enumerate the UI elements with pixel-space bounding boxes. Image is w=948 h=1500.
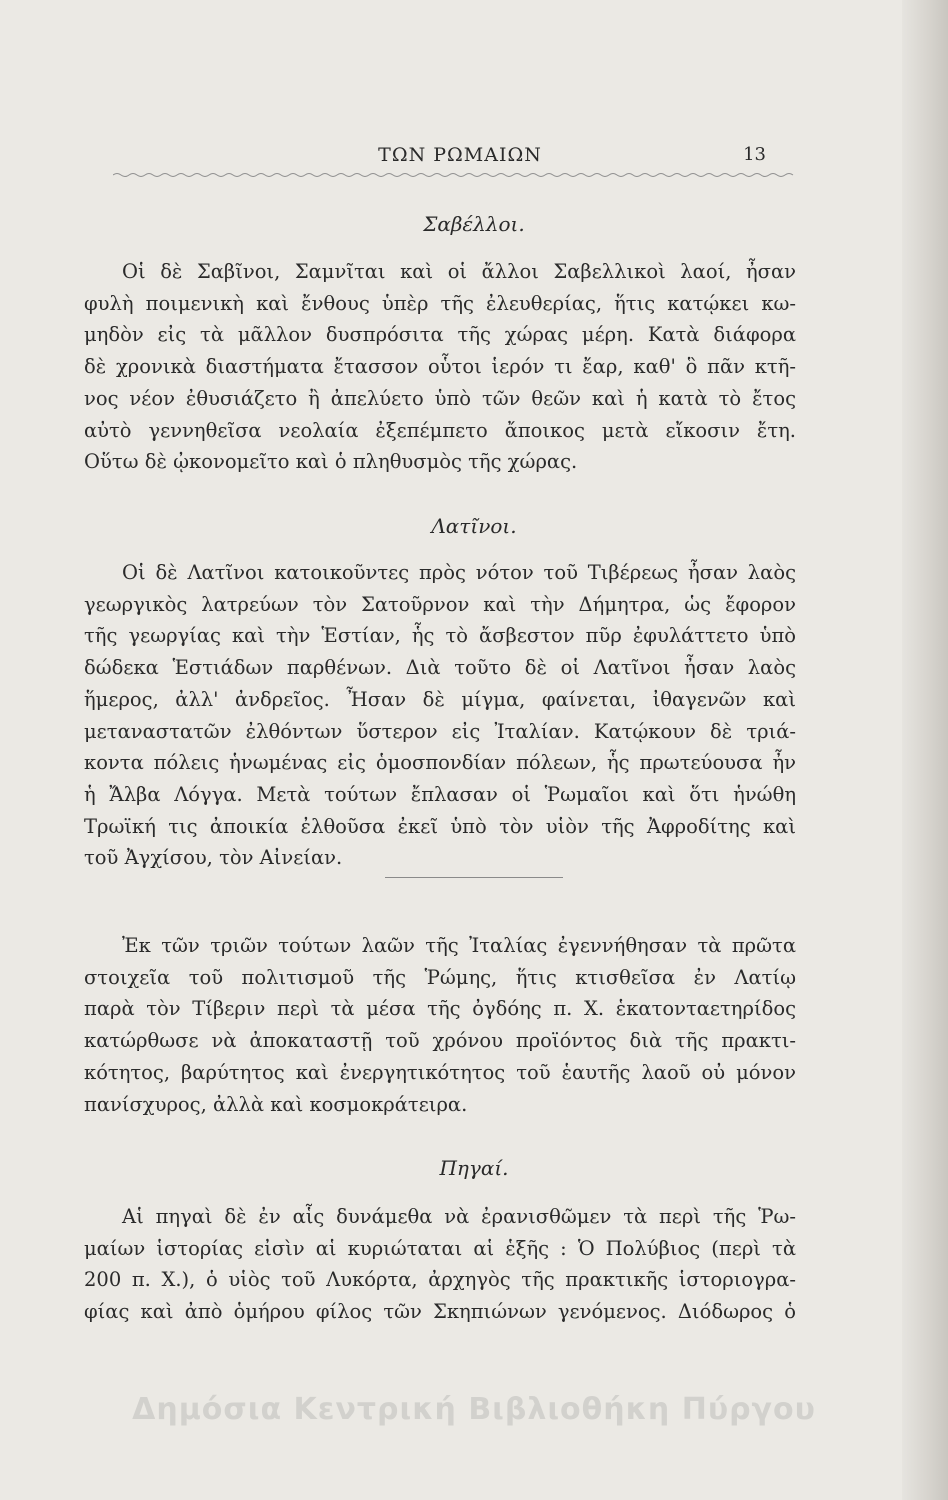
text-line: Αἱ πηγαὶ δὲ ἐν αἷς δυνάμεθα νὰ ἐρανισθῶμεν τὰ περὶ τῆς Ῥω- <box>122 1205 796 1228</box>
text-line: ἥμερος, ἀλλ' ἀνδρεῖος. Ἦσαν δὲ μίγμα, φαίνεται, ἰθαγενῶν καὶ <box>84 687 796 711</box>
text-line: 200 π. Χ.), ὁ υἱὸς τοῦ Λυκόρτα, ἀρχηγὸς τῆς πρακτικῆς ἱστοριογρα- <box>84 1268 796 1292</box>
text-line: Οὕτω δὲ ᾠκονομεῖτο καὶ ὁ πληθυσμὸς τῆς χώρας. <box>84 450 578 474</box>
page-number: 13 <box>743 144 766 165</box>
section-heading-sabelloi: Σαβέλλοι. <box>423 212 525 236</box>
text-line: Οἱ δὲ Λατῖνοι κατοικοῦντες πρὸς νότον τοῦ Τιβέρεως ἦσαν λαὸς <box>122 561 796 584</box>
text-line: φίας καὶ ἀπὸ ὁμήρου φίλος τῶν Σκηπιώνων γενόμενος. Διόδωρος ὁ <box>84 1300 796 1324</box>
wavy-head-rule <box>113 172 798 178</box>
text-line: παρὰ τὸν Τίβεριν περὶ τὰ μέσα τῆς ὀγδόης π. Χ. ἑκατονταετηρίδος <box>84 997 796 1021</box>
text-line: κότητος, βαρύτητος καὶ ἐνεργητικότητος τοῦ ἑαυτῆς λαοῦ οὐ μόνον <box>84 1060 796 1084</box>
text-line: στοιχεῖα τοῦ πολιτισμοῦ τῆς Ῥώμης, ἥτις κτισθεῖσα ἐν Λατίῳ <box>84 965 796 989</box>
paragraph-pigai <box>84 1201 796 1328</box>
section-separator <box>385 877 563 878</box>
running-head <box>110 144 810 168</box>
text-line: πανίσχυρος, ἀλλὰ καὶ κοσμοκράτειρα. <box>84 1092 468 1116</box>
text-line: Τρωϊκή τις ἀποικία ἐλθοῦσα ἐκεῖ ὑπὸ τὸν υἱὸν τῆς Ἀφροδίτης καὶ <box>84 814 796 838</box>
text-line: δώδεκα Ἑστιάδων παρθένων. Διὰ τοῦτο δὲ οἱ Λατῖνοι ἦσαν λαὸς <box>84 656 796 680</box>
paragraph-sabelloi <box>84 256 796 478</box>
text-line: αὐτὸ γεννηθεῖσα νεολαία ἐξεπέμπετο ἄποικος μετὰ εἴκοσιν ἔτη. <box>84 418 796 442</box>
library-watermark: Δημόσια Κεντρική Βιβλιοθήκη Πύργου <box>132 1392 816 1427</box>
text-line: τοῦ Ἀγχίσου, τὸν Αἰνείαν. <box>84 846 343 870</box>
section-heading-pigai: Πηγαί. <box>439 1156 509 1180</box>
text-line: μηδὸν εἰς τὰ μᾶλλον δυσπρόσιτα τῆς χώρας μέρη. Κατὰ διάφορα <box>84 323 796 347</box>
paragraph-latinoi <box>84 557 796 874</box>
text-line: φυλὴ ποιμενικὴ καὶ ἔνθους ὑπὲρ τῆς ἐλευθερίας, ἥτις κατῴκει κω- <box>84 291 796 315</box>
text-line: Ἐκ τῶν τριῶν τούτων λαῶν τῆς Ἰταλίας ἐγεννήθησαν τὰ πρῶτα <box>122 934 796 957</box>
running-head-title: ΤΩΝ ΡΩΜΑΙΩΝ <box>378 144 542 166</box>
text-line: ἡ Ἄλβα Λόγγα. Μετὰ τούτων ἔπλασαν οἱ Ῥωμαῖοι καὶ ὅτι ἡνώθη <box>84 782 796 806</box>
text-line: Οἱ δὲ Σαβῖνοι, Σαμνῖται καὶ οἱ ἄλλοι Σαβελλικοὶ λαοί, ἦσαν <box>122 260 796 283</box>
text-line: μεταναστατῶν ἐλθόντων ὕστερον εἰς Ἰταλίαν. Κατῴκουν δὲ τριά- <box>84 719 796 743</box>
text-line: δὲ χρονικὰ διαστήματα ἔτασσον οὗτοι ἱερόν τι ἔαρ, καθ' ὃ πᾶν κτῆ- <box>84 355 796 379</box>
section-heading-latinoi: Λατῖνοι. <box>431 514 517 538</box>
text-line: κοντα πόλεις ἡνωμένας εἰς ὁμοσπονδίαν πόλεων, ἧς πρωτεύουσα ἦν <box>84 751 796 775</box>
text-line: τῆς γεωργίας καὶ τὴν Ἑστίαν, ἧς τὸ ἄσβεστον πῦρ ἐφυλάττετο ὑπὸ <box>84 624 796 648</box>
text-line: νος νέον ἐθυσιάζετο ἢ ἀπελύετο ὑπὸ τῶν θεῶν καὶ ἡ κατὰ τὸ ἔτος <box>84 386 796 410</box>
text-line: κατώρθωσε νὰ ἀποκαταστῇ τοῦ χρόνου προϊόντος διὰ τῆς πρακτι- <box>84 1029 796 1053</box>
text-line: γεωργικὸς λατρεύων τὸν Σατοῦρνον καὶ τὴν Δήμητρα, ὡς ἔφορον <box>84 592 796 616</box>
paragraph-rome <box>84 930 796 1120</box>
text-line: μαίων ἱστορίας εἰσὶν αἱ κυριώταται αἱ ἑξῆς : Ὁ Πολύβιος (περὶ τὰ <box>84 1236 796 1260</box>
